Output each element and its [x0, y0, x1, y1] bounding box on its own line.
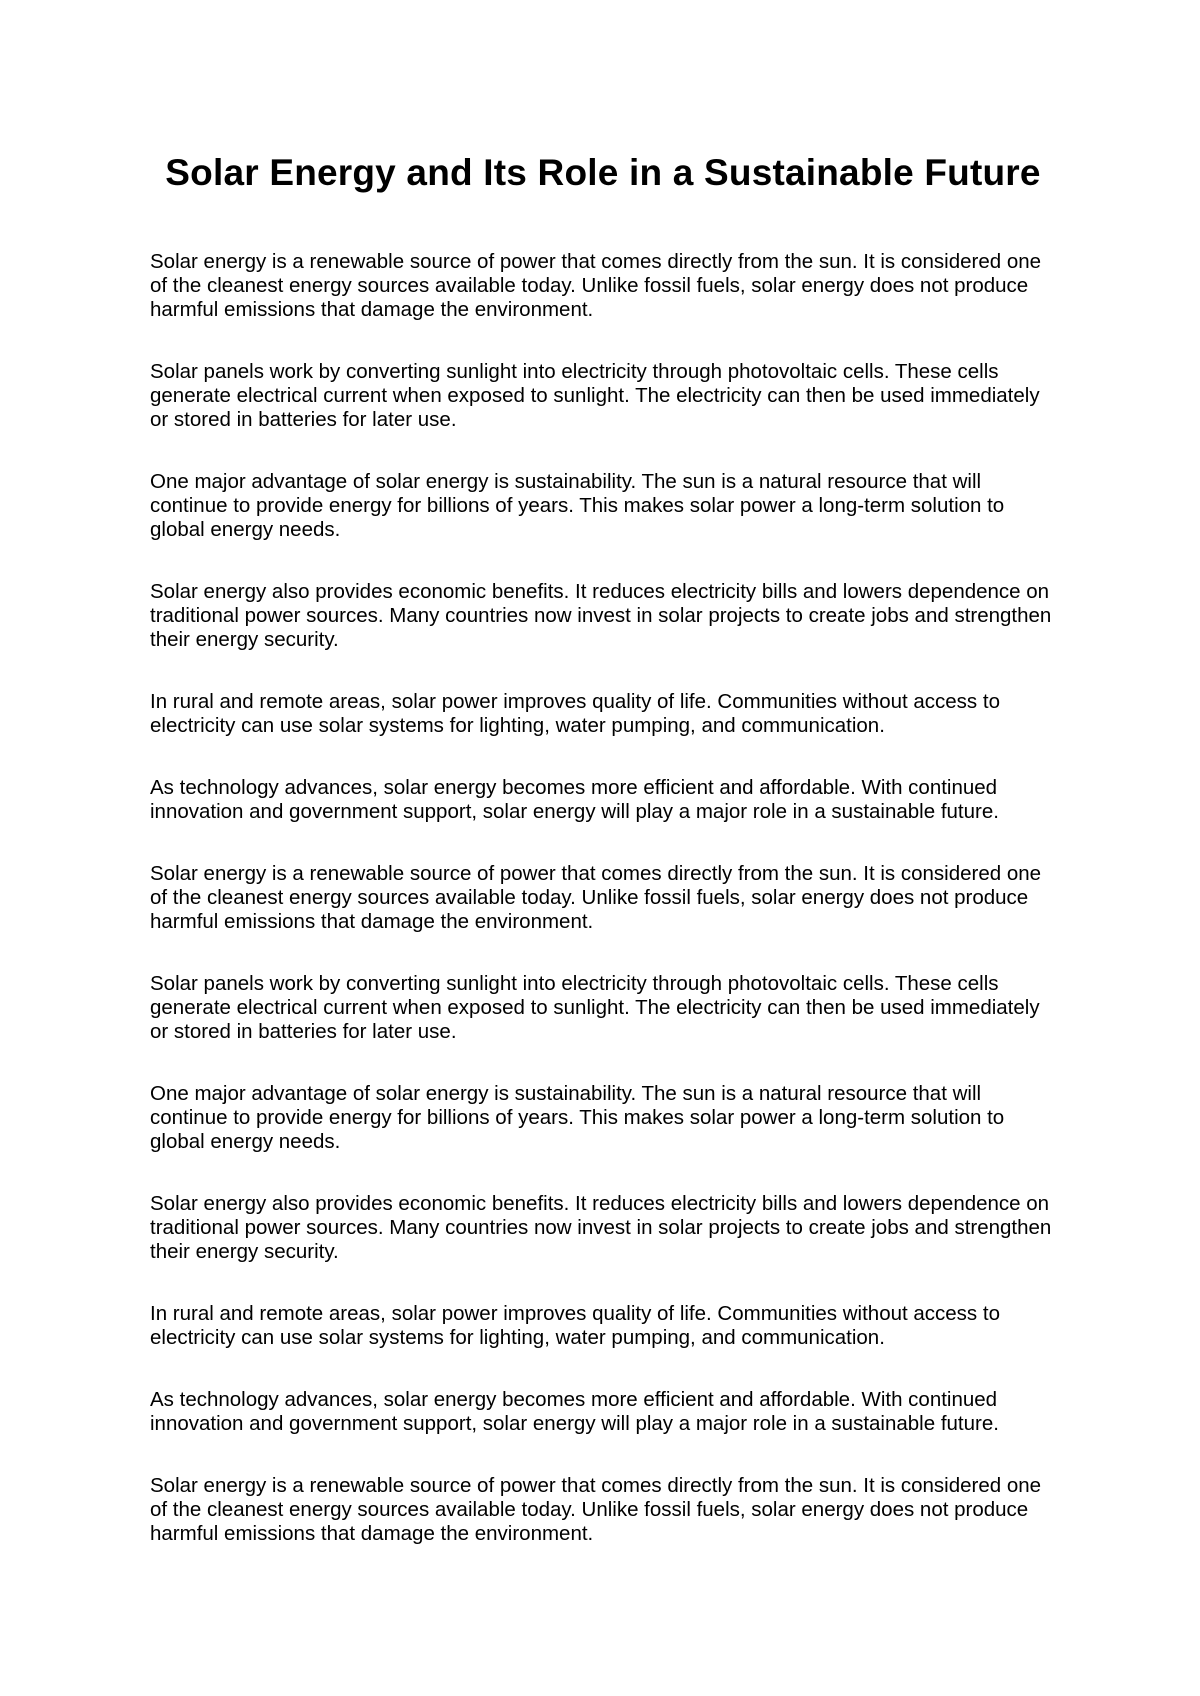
paragraph: One major advantage of solar energy is sustainability. The sun is a natural resource that will continue to provide energy for billions of years. This makes solar power a long-term solution to global energy needs.	[150, 470, 1005, 541]
paragraph: Solar energy is a renewable source of power that comes directly from the sun. It is considered one of the cleanest energy sources available today. Unlike fossil fuels, solar energy does not produce harmful emissions that damage the environment.	[150, 862, 1042, 933]
paragraph: As technology advances, solar energy becomes more efficient and affordable. With continued innovation and government support, solar energy will play a major role in a sustainable future.	[150, 1388, 999, 1435]
paragraph-list	[150, 250, 1056, 1546]
paragraph: Solar energy is a renewable source of power that comes directly from the sun. It is considered one of the cleanest energy sources available today. Unlike fossil fuels, solar energy does not produce harmful emissions that damage the environment.	[150, 250, 1042, 321]
paragraph: In rural and remote areas, solar power improves quality of life. Communities without access to electricity can use solar systems for lighting, water pumping, and communication.	[150, 1302, 1000, 1349]
paragraph: As technology advances, solar energy becomes more efficient and affordable. With continued innovation and government support, solar energy will play a major role in a sustainable future.	[150, 776, 999, 823]
paragraph: Solar panels work by converting sunlight into electricity through photovoltaic cells. These cells generate electrical current when exposed to sunlight. The electricity can then be used immediately or stored in batteries for later use.	[150, 360, 1040, 431]
paragraph: One major advantage of solar energy is sustainability. The sun is a natural resource that will continue to provide energy for billions of years. This makes solar power a long-term solution to global energy needs.	[150, 1082, 1005, 1153]
paragraph: Solar energy is a renewable source of power that comes directly from the sun. It is considered one of the cleanest energy sources available today. Unlike fossil fuels, solar energy does not produce harmful emissions that damage the environment.	[150, 1474, 1042, 1545]
document-title: Solar Energy and Its Role in a Sustainable Future	[165, 152, 1041, 193]
paragraph: Solar panels work by converting sunlight into electricity through photovoltaic cells. These cells generate electrical current when exposed to sunlight. The electricity can then be used immediately or stored in batteries for later use.	[150, 972, 1040, 1043]
paragraph: Solar energy also provides economic benefits. It reduces electricity bills and lowers dependence on traditional power sources. Many countries now invest in solar projects to create jobs and strengthen their energy security.	[150, 1192, 1052, 1263]
paragraph: In rural and remote areas, solar power improves quality of life. Communities without access to electricity can use solar systems for lighting, water pumping, and communication.	[150, 690, 1000, 737]
paragraph: Solar energy also provides economic benefits. It reduces electricity bills and lowers dependence on traditional power sources. Many countries now invest in solar projects to create jobs and strengthen their energy security.	[150, 580, 1052, 651]
